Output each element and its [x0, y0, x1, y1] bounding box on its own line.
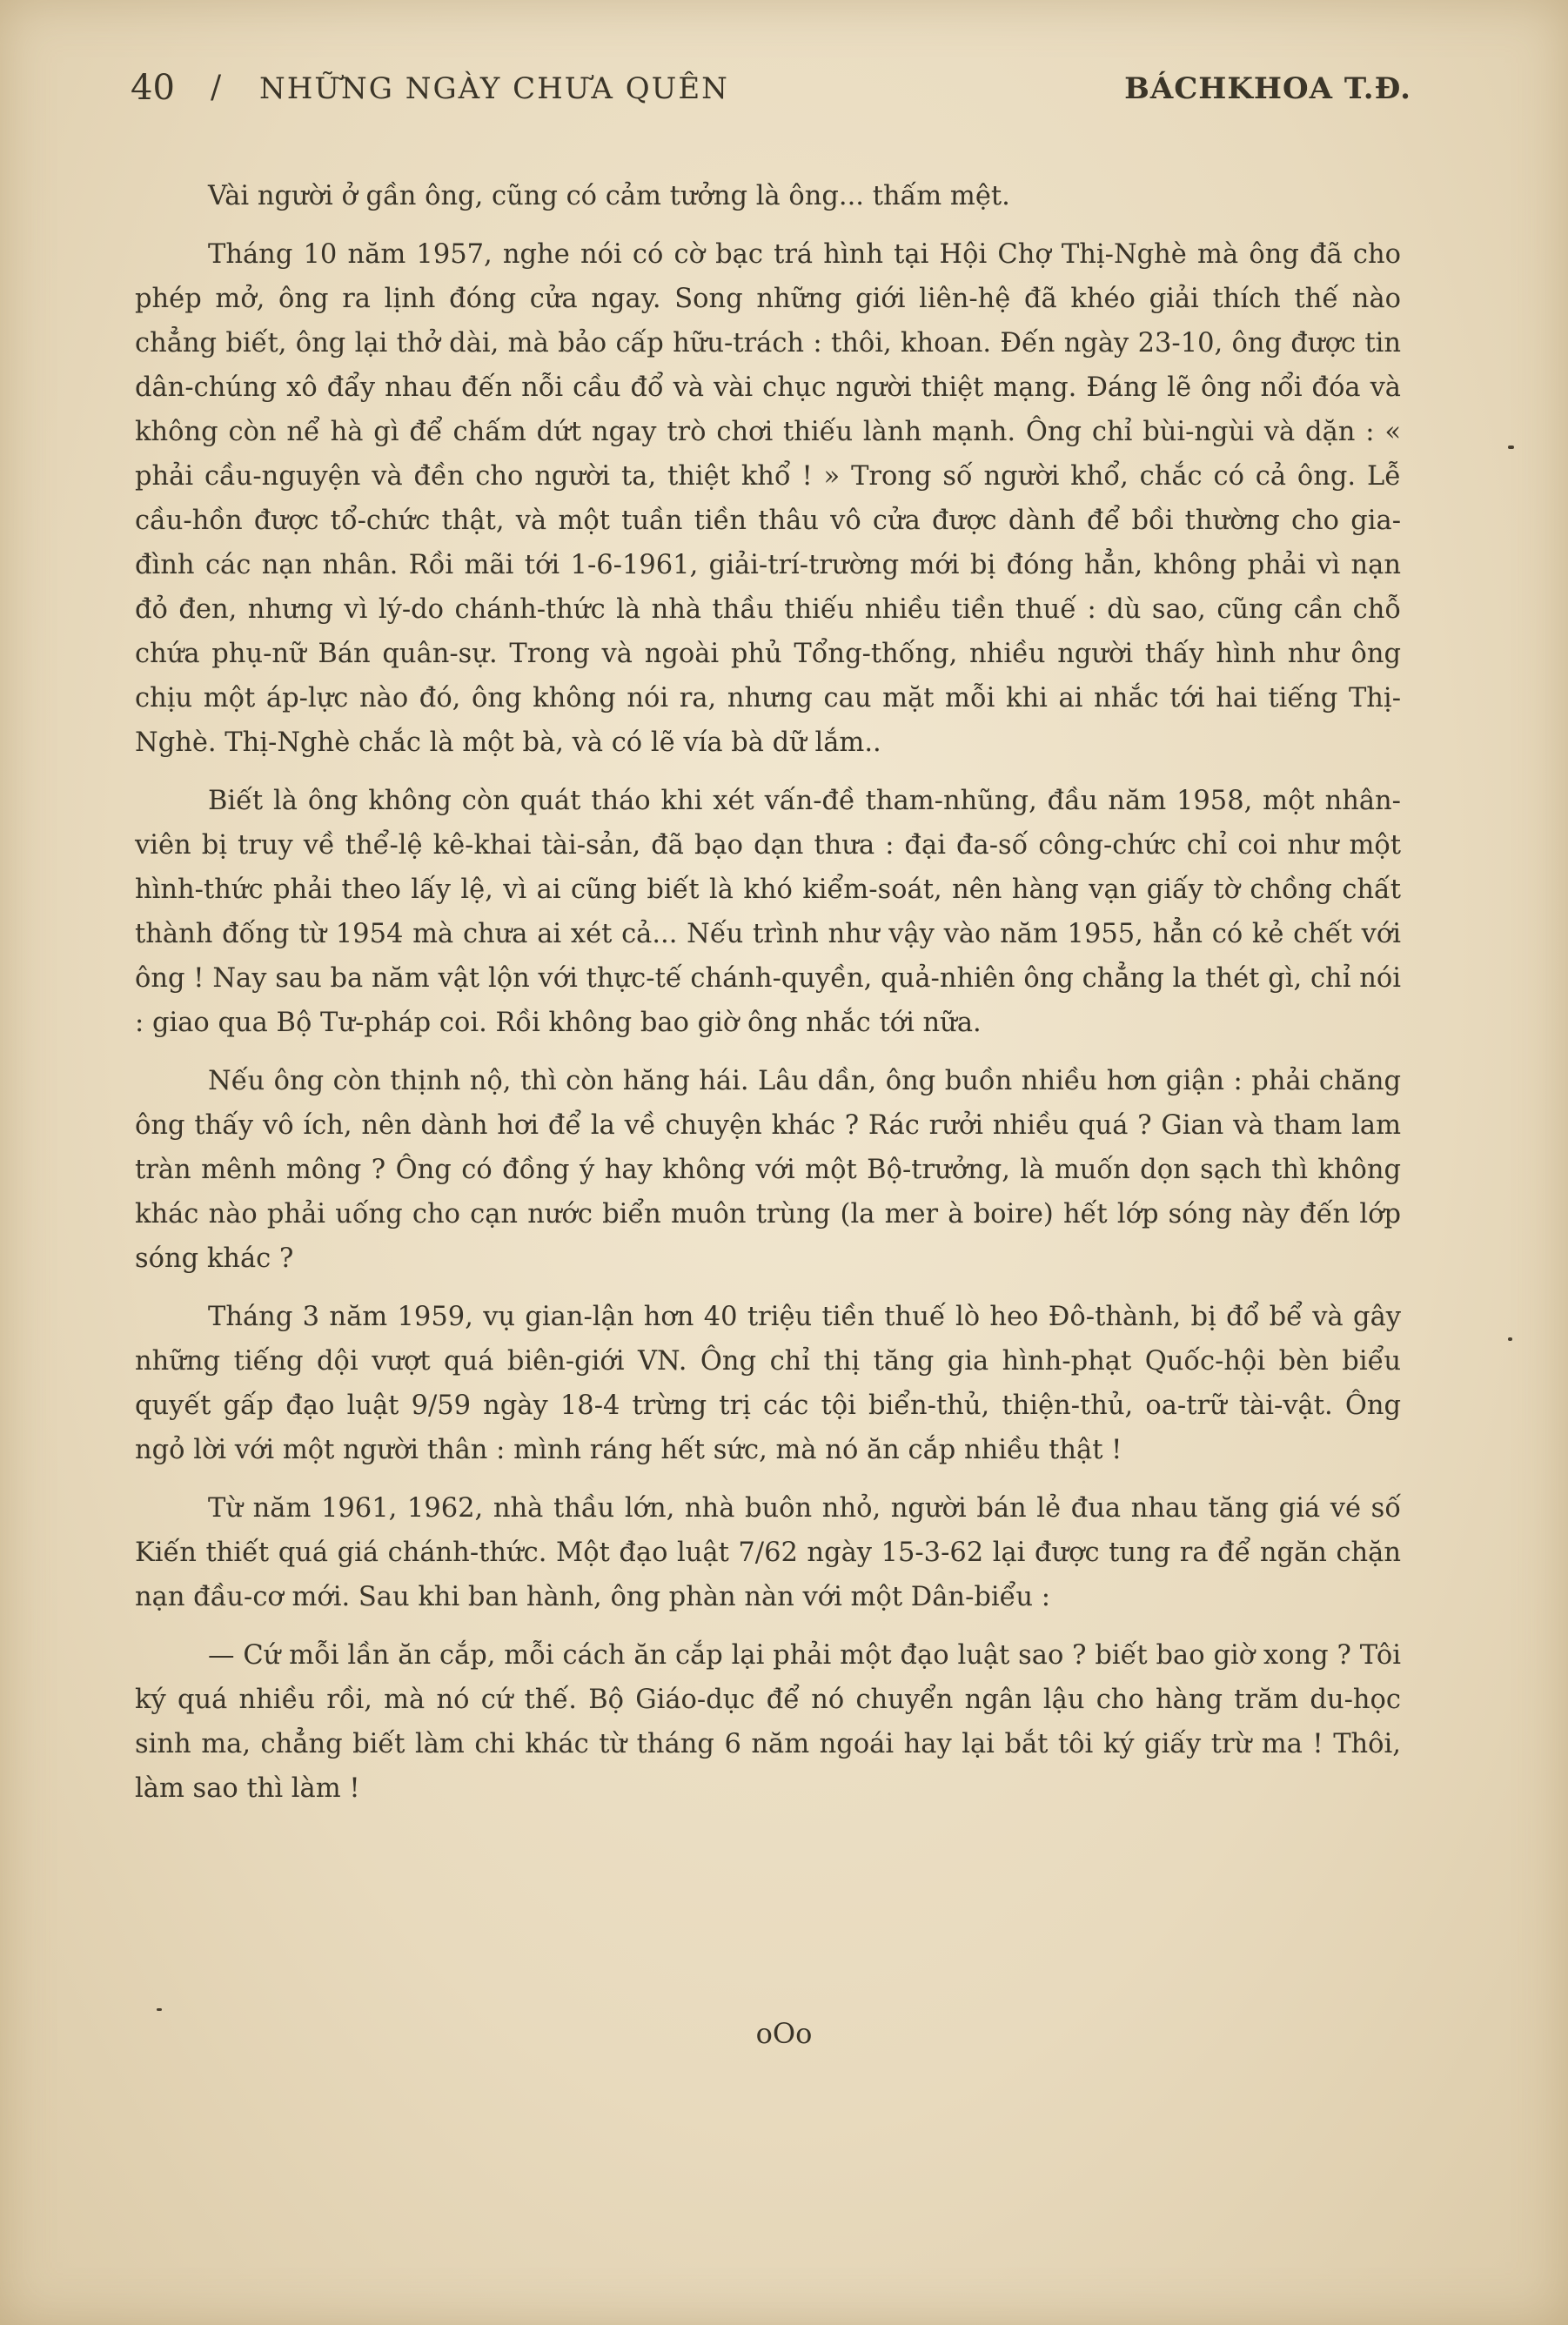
paragraph: Biết là ông không còn quát tháo khi xét vấn-đề tham-nhũng, đầu năm 1958, một nhân-viên bị truy về thể-lệ kê-khai tài-sản, đã bạo dạn thưa : đại đa-số công-chức chỉ coi như một hình-thức phải theo lấy lệ, vì ai cũng biết là khó kiểm-soát, nên hàng vạn giấy tờ chồng chất thành đống từ 1954 mà chưa ai xét cả... Nếu trình như vậy vào năm 1955, hẳn có kẻ chết với ông ! Nay sau ba năm vật lộn với thực-tế chánh-quyền, quả-nhiên ông chẳng la thét gì, chỉ nói : giao qua Bộ Tư-pháp coi. Rồi không bao giờ ông nhắc tới nữa. — [135, 786, 1401, 1038]
print-speck — [1508, 1337, 1512, 1341]
header-separator: / — [211, 70, 222, 105]
article-body — [135, 174, 1401, 1825]
paragraph: Tháng 10 năm 1957, nghe nói có cờ bạc trá hình tại Hội Chợ Thị-Nghè mà ông đã cho phép mở, ông ra lịnh đóng cửa ngay. Song những giới liên-hệ đã khéo giải thích thế nào chẳng biết, ông lại thở dài, mà bảo cấp hữu-trách : thôi, khoan. Đến ngày 23-10, ông được tin dân-chúng xô đẩy nhau đến nỗi cầu đổ và vài chục người thiệt mạng. Đáng lẽ ông nổi đóa và không còn nể hà gì để chấm dứt ngay trò chơi thiếu lành mạnh. Ông chỉ bùi-ngùi và dặn : « phải cầu-nguyện và đền cho người ta, thiệt khổ ! » Trong số người khổ, chắc có cả ông. Lễ cầu-hồn được tổ-chức thật, và một tuần tiền thâu vô cửa được dành để bồi thường cho gia-đình các nạn nhân. Rồi mãi tới 1-6-1961, giải-trí-trường mới bị đóng hẳn, không phải vì nạn đỏ đen, nhưng vì lý-do chánh-thức là nhà thầu thiếu nhiều tiền thuế : dù sao, cũng cần chỗ chứa phụ-nữ Bán quân-sự. Trong và ngoài phủ Tổng-thống, nhiều người thấy hình như ông chịu một áp-lực nào đó, ông không nói ra, nhưng cau mặt mỗi khi ai nhắc tới hai tiếng Thị-Nghè. Thị-Nghè chắc là một bà, và có lẽ vía bà dữ lắm.. — [135, 239, 1401, 758]
section-title: NHỮNG NGÀY CHƯA QUÊN — [259, 71, 729, 106]
print-speck — [157, 2008, 162, 2011]
dialogue-paragraph: — Cứ mỗi lần ăn cắp, mỗi cách ăn cắp lại phải một đạo luật sao ? biết bao giờ xong ? Tôi ký quá nhiều rồi, mà nó cứ thế. Bộ Giáo-dục để nó chuyển ngân lậu cho hàng trăm du-học sinh ma, chẳng biết làm chi khác từ tháng 6 năm ngoái hay lại bắt tôi ký giấy trừ ma ! Thôi, làm sao thì làm ! — [135, 1640, 1401, 1804]
print-speck — [1508, 446, 1514, 449]
paragraph: Nếu ông còn thịnh nộ, thì còn hăng hái. Lâu dần, ông buồn nhiều hơn giận : phải chăng ông thấy vô ích, nên dành hơi để la về chuyện khác ? Rác rưởi nhiều quá ? Gian và tham lam tràn mênh mông ? Ông có đồng ý hay không với một Bộ-trưởng, là muốn dọn sạch thì không khác nào phải uống cho cạn nước biển muôn trùng (la mer à boire) hết lớp sóng này đến lớp sóng khác ? — [135, 1066, 1401, 1274]
section-end-mark: oOo — [755, 2017, 813, 2050]
journal-title: BÁCHKHOA T.Đ. — [1124, 71, 1411, 106]
paragraph: Vài người ở gần ông, cũng có cảm tưởng là ông... thấm mệt. — [208, 181, 1010, 211]
page-header — [131, 68, 1411, 113]
paragraph: Từ năm 1961, 1962, nhà thầu lớn, nhà buôn nhỏ, người bán lẻ đua nhau tăng giá vé số Kiến thiết quá giá chánh-thức. Một đạo luật 7/62 ngày 15-3-62 lại được tung ra để ngăn chặn nạn đầu-cơ mới. Sau khi ban hành, ông phàn nàn với một Dân-biểu : — [135, 1493, 1401, 1612]
page-number: 40 — [131, 68, 175, 108]
paragraph: Tháng 3 năm 1959, vụ gian-lận hơn 40 triệu tiền thuế lò heo Đô-thành, bị đổ bể và gây những tiếng dội vượt quá biên-giới VN. Ông chỉ thị tăng gia hình-phạt Quốc-hội bèn biểu quyết gấp đạo luật 9/59 ngày 18-4 trừng trị các tội biển-thủ, thiện-thủ, oa-trữ tài-vật. Ông ngỏ lời với một người thân : mình ráng hết sức, mà nó ăn cắp nhiều thật ! — [135, 1302, 1401, 1465]
